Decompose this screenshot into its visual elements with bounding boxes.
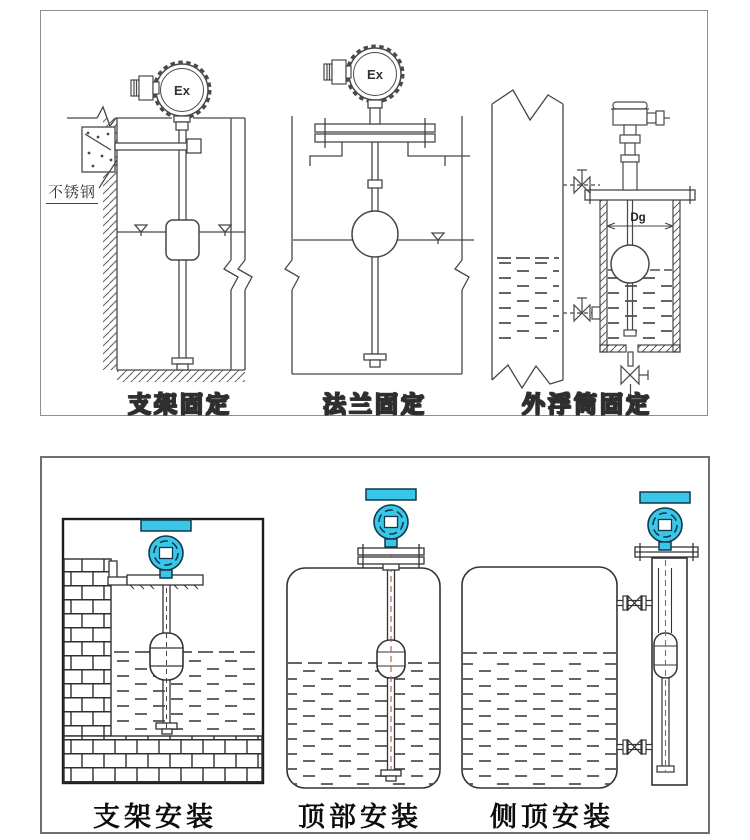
brick-wall <box>64 559 111 736</box>
float-ball <box>352 211 398 257</box>
ex-marking: Ex <box>367 67 383 82</box>
caption-bracket-installation: 支架安装 <box>93 802 217 832</box>
tank-water <box>496 262 559 342</box>
float-body <box>166 220 199 260</box>
stem-bottom-stop <box>364 354 386 367</box>
caption-external-chamber-fixing: 外浮筒固定 <box>522 391 652 417</box>
stem-bottom-stop <box>624 330 636 336</box>
head-neck <box>368 100 382 124</box>
figure-external-chamber-fixing <box>478 12 708 410</box>
chamber-water <box>608 274 672 340</box>
process-tank <box>492 90 563 388</box>
figure-bracket-installation <box>60 515 268 793</box>
caption-side-top-installation: 侧顶安装 <box>490 802 614 832</box>
transmitter-head <box>366 489 416 547</box>
brick-floor <box>64 736 262 782</box>
stainless-steel-note: 不锈钢 <box>46 181 98 204</box>
float-ball <box>611 245 649 283</box>
water <box>463 653 616 785</box>
figure-side-top-installation <box>458 480 710 794</box>
caption-flange-fixing: 法兰固定 <box>323 391 427 417</box>
dg-label: Dg <box>630 212 646 224</box>
head-neck <box>174 116 190 130</box>
top-connection-valve <box>617 596 652 610</box>
figure-top-installation <box>282 480 474 794</box>
caption-bracket-fixing: 支架固定 <box>128 391 232 417</box>
figure-flange-fixing <box>280 12 475 392</box>
transmitter-head <box>640 492 690 550</box>
stem-bottom-stop <box>172 358 193 370</box>
ex-marking: Ex <box>174 83 190 98</box>
junction-box-head <box>611 102 670 190</box>
mounting-flange <box>358 544 424 570</box>
water <box>113 656 259 735</box>
water <box>288 663 439 785</box>
bottom-isolation-valve <box>563 298 600 321</box>
bottom-connection-valve <box>617 740 652 754</box>
stem-coupling <box>368 180 382 188</box>
caption-top-installation: 顶部安装 <box>298 802 422 832</box>
